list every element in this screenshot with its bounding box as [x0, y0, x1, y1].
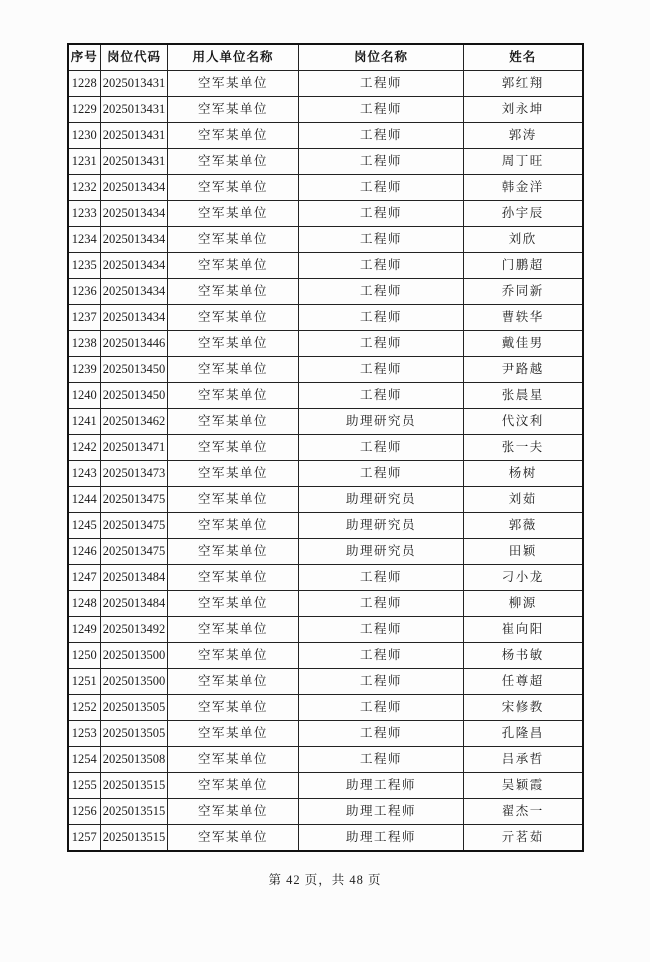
cell-employer-name: 空军某单位 — [168, 669, 299, 695]
table-row — [68, 513, 583, 539]
cell-position-name: 助理工程师 — [299, 773, 464, 799]
cell-employer-name: 空军某单位 — [168, 513, 299, 539]
page-number-footer: 第 42 页，共 48 页 — [268, 873, 382, 887]
cell-position-name: 助理研究员 — [299, 539, 464, 565]
cell-position-code: 2025013500 — [101, 643, 168, 669]
cell-person-name: 亓茗茹 — [464, 825, 583, 852]
cell-position-name: 工程师 — [299, 695, 464, 721]
cell-employer-name: 空军某单位 — [168, 97, 299, 123]
cell-position-name: 工程师 — [299, 201, 464, 227]
cell-serial-number: 1241 — [68, 409, 101, 435]
cell-position-name: 工程师 — [299, 279, 464, 305]
cell-position-name: 工程师 — [299, 591, 464, 617]
cell-person-name: 郭红翔 — [464, 71, 583, 97]
cell-position-name: 工程师 — [299, 643, 464, 669]
cell-person-name: 孙宇辰 — [464, 201, 583, 227]
cell-position-name: 工程师 — [299, 97, 464, 123]
cell-position-name: 工程师 — [299, 383, 464, 409]
cell-position-name: 助理研究员 — [299, 513, 464, 539]
cell-serial-number: 1231 — [68, 149, 101, 175]
cell-position-code: 2025013431 — [101, 97, 168, 123]
cell-serial-number: 1248 — [68, 591, 101, 617]
col-header-employer-name: 用人单位名称 — [168, 44, 299, 71]
cell-position-code: 2025013446 — [101, 331, 168, 357]
col-header-position-name: 岗位名称 — [299, 44, 464, 71]
cell-position-code: 2025013475 — [101, 513, 168, 539]
cell-position-code: 2025013500 — [101, 669, 168, 695]
table-row — [68, 331, 583, 357]
cell-person-name: 崔向阳 — [464, 617, 583, 643]
col-header-serial-number: 序号 — [68, 44, 101, 71]
cell-position-name: 工程师 — [299, 617, 464, 643]
table-row — [68, 383, 583, 409]
cell-employer-name: 空军某单位 — [168, 695, 299, 721]
cell-serial-number: 1238 — [68, 331, 101, 357]
cell-position-name: 工程师 — [299, 227, 464, 253]
cell-employer-name: 空军某单位 — [168, 279, 299, 305]
cell-position-code: 2025013505 — [101, 695, 168, 721]
document-page — [0, 43, 650, 962]
cell-position-code: 2025013475 — [101, 487, 168, 513]
table-row — [68, 461, 583, 487]
cell-position-name: 助理工程师 — [299, 799, 464, 825]
cell-position-code: 2025013484 — [101, 591, 168, 617]
cell-position-code: 2025013434 — [101, 253, 168, 279]
cell-serial-number: 1228 — [68, 71, 101, 97]
cell-serial-number: 1230 — [68, 123, 101, 149]
table-row — [68, 799, 583, 825]
table-row — [68, 357, 583, 383]
cell-employer-name: 空军某单位 — [168, 409, 299, 435]
cell-employer-name: 空军某单位 — [168, 773, 299, 799]
cell-position-code: 2025013515 — [101, 799, 168, 825]
cell-serial-number: 1255 — [68, 773, 101, 799]
cell-employer-name: 空军某单位 — [168, 149, 299, 175]
cell-serial-number: 1232 — [68, 175, 101, 201]
table-row — [68, 227, 583, 253]
cell-employer-name: 空军某单位 — [168, 461, 299, 487]
cell-person-name: 代汶利 — [464, 409, 583, 435]
table-row — [68, 435, 583, 461]
cell-person-name: 郭涛 — [464, 123, 583, 149]
table-row — [68, 487, 583, 513]
cell-position-name: 工程师 — [299, 71, 464, 97]
cell-position-name: 工程师 — [299, 721, 464, 747]
cell-serial-number: 1236 — [68, 279, 101, 305]
cell-employer-name: 空军某单位 — [168, 123, 299, 149]
col-header-position-code: 岗位代码 — [101, 44, 168, 71]
cell-position-code: 2025013434 — [101, 305, 168, 331]
table-row — [68, 643, 583, 669]
cell-serial-number: 1252 — [68, 695, 101, 721]
cell-person-name: 曹轶华 — [464, 305, 583, 331]
table-row — [68, 279, 583, 305]
table-row — [68, 721, 583, 747]
cell-position-name: 工程师 — [299, 461, 464, 487]
table-row — [68, 669, 583, 695]
cell-position-name: 工程师 — [299, 357, 464, 383]
cell-employer-name: 空军某单位 — [168, 721, 299, 747]
cell-position-code: 2025013515 — [101, 773, 168, 799]
cell-person-name: 韩金洋 — [464, 175, 583, 201]
cell-position-name: 工程师 — [299, 175, 464, 201]
table-row — [68, 201, 583, 227]
cell-employer-name: 空军某单位 — [168, 383, 299, 409]
cell-person-name: 孔隆昌 — [464, 721, 583, 747]
cell-position-code: 2025013434 — [101, 279, 168, 305]
cell-position-name: 助理研究员 — [299, 487, 464, 513]
cell-position-code: 2025013431 — [101, 71, 168, 97]
cell-serial-number: 1235 — [68, 253, 101, 279]
cell-person-name: 尹路越 — [464, 357, 583, 383]
cell-person-name: 刘茹 — [464, 487, 583, 513]
cell-person-name: 宋修教 — [464, 695, 583, 721]
cell-position-name: 工程师 — [299, 435, 464, 461]
cell-employer-name: 空军某单位 — [168, 305, 299, 331]
table-row — [68, 591, 583, 617]
table-row — [68, 97, 583, 123]
cell-person-name: 柳源 — [464, 591, 583, 617]
cell-position-name: 工程师 — [299, 305, 464, 331]
table-row — [68, 175, 583, 201]
table-row — [68, 123, 583, 149]
cell-position-code: 2025013434 — [101, 201, 168, 227]
table-row — [68, 773, 583, 799]
table-row — [68, 71, 583, 97]
col-header-person-name: 姓名 — [464, 44, 583, 71]
cell-position-code: 2025013475 — [101, 539, 168, 565]
table-row — [68, 617, 583, 643]
position-roster-table — [67, 43, 584, 852]
cell-serial-number: 1243 — [68, 461, 101, 487]
cell-serial-number: 1246 — [68, 539, 101, 565]
cell-position-name: 工程师 — [299, 747, 464, 773]
cell-serial-number: 1257 — [68, 825, 101, 852]
cell-person-name: 张一夫 — [464, 435, 583, 461]
cell-position-code: 2025013492 — [101, 617, 168, 643]
cell-serial-number: 1242 — [68, 435, 101, 461]
cell-employer-name: 空军某单位 — [168, 357, 299, 383]
cell-employer-name: 空军某单位 — [168, 175, 299, 201]
table-row — [68, 695, 583, 721]
cell-serial-number: 1244 — [68, 487, 101, 513]
cell-serial-number: 1237 — [68, 305, 101, 331]
cell-position-name: 工程师 — [299, 331, 464, 357]
cell-position-code: 2025013462 — [101, 409, 168, 435]
cell-person-name: 吴颖霞 — [464, 773, 583, 799]
cell-person-name: 乔同新 — [464, 279, 583, 305]
cell-person-name: 刘永坤 — [464, 97, 583, 123]
table-body — [68, 71, 583, 852]
cell-employer-name: 空军某单位 — [168, 747, 299, 773]
cell-position-code: 2025013471 — [101, 435, 168, 461]
cell-serial-number: 1251 — [68, 669, 101, 695]
cell-employer-name: 空军某单位 — [168, 435, 299, 461]
table-row — [68, 565, 583, 591]
cell-position-code: 2025013434 — [101, 175, 168, 201]
cell-position-code: 2025013473 — [101, 461, 168, 487]
cell-position-name: 助理研究员 — [299, 409, 464, 435]
cell-serial-number: 1240 — [68, 383, 101, 409]
table-row — [68, 409, 583, 435]
cell-serial-number: 1234 — [68, 227, 101, 253]
cell-position-code: 2025013450 — [101, 357, 168, 383]
table-row — [68, 825, 583, 852]
cell-person-name: 周丁旺 — [464, 149, 583, 175]
cell-employer-name: 空军某单位 — [168, 617, 299, 643]
cell-position-name: 工程师 — [299, 149, 464, 175]
cell-position-name: 工程师 — [299, 565, 464, 591]
cell-serial-number: 1250 — [68, 643, 101, 669]
cell-serial-number: 1233 — [68, 201, 101, 227]
cell-serial-number: 1249 — [68, 617, 101, 643]
cell-position-name: 工程师 — [299, 123, 464, 149]
cell-employer-name: 空军某单位 — [168, 643, 299, 669]
cell-position-name: 工程师 — [299, 669, 464, 695]
cell-person-name: 田颖 — [464, 539, 583, 565]
cell-position-code: 2025013431 — [101, 123, 168, 149]
table-row — [68, 305, 583, 331]
cell-employer-name: 空军某单位 — [168, 539, 299, 565]
cell-position-code: 2025013484 — [101, 565, 168, 591]
cell-position-code: 2025013505 — [101, 721, 168, 747]
cell-employer-name: 空军某单位 — [168, 71, 299, 97]
cell-employer-name: 空军某单位 — [168, 331, 299, 357]
cell-serial-number: 1254 — [68, 747, 101, 773]
table-row — [68, 539, 583, 565]
cell-person-name: 刁小龙 — [464, 565, 583, 591]
cell-person-name: 杨书敏 — [464, 643, 583, 669]
cell-person-name: 翟杰一 — [464, 799, 583, 825]
cell-position-name: 助理工程师 — [299, 825, 464, 852]
cell-position-name: 工程师 — [299, 253, 464, 279]
cell-position-code: 2025013434 — [101, 227, 168, 253]
cell-person-name: 郭薇 — [464, 513, 583, 539]
cell-serial-number: 1245 — [68, 513, 101, 539]
cell-employer-name: 空军某单位 — [168, 201, 299, 227]
cell-serial-number: 1247 — [68, 565, 101, 591]
cell-position-code: 2025013431 — [101, 149, 168, 175]
cell-employer-name: 空军某单位 — [168, 487, 299, 513]
cell-person-name: 张晨星 — [464, 383, 583, 409]
cell-employer-name: 空军某单位 — [168, 591, 299, 617]
cell-person-name: 任尊超 — [464, 669, 583, 695]
cell-serial-number: 1229 — [68, 97, 101, 123]
cell-position-code: 2025013515 — [101, 825, 168, 852]
cell-person-name: 吕承哲 — [464, 747, 583, 773]
cell-serial-number: 1239 — [68, 357, 101, 383]
cell-employer-name: 空军某单位 — [168, 253, 299, 279]
cell-serial-number: 1256 — [68, 799, 101, 825]
cell-person-name: 刘欣 — [464, 227, 583, 253]
cell-serial-number: 1253 — [68, 721, 101, 747]
cell-employer-name: 空军某单位 — [168, 565, 299, 591]
cell-person-name: 戴佳男 — [464, 331, 583, 357]
table-row — [68, 253, 583, 279]
cell-employer-name: 空军某单位 — [168, 227, 299, 253]
cell-person-name: 门鹏超 — [464, 253, 583, 279]
cell-person-name: 杨树 — [464, 461, 583, 487]
table-row — [68, 747, 583, 773]
cell-employer-name: 空军某单位 — [168, 799, 299, 825]
cell-position-code: 2025013508 — [101, 747, 168, 773]
cell-employer-name: 空军某单位 — [168, 825, 299, 852]
cell-position-code: 2025013450 — [101, 383, 168, 409]
table-row — [68, 149, 583, 175]
table-header-row — [68, 44, 583, 71]
